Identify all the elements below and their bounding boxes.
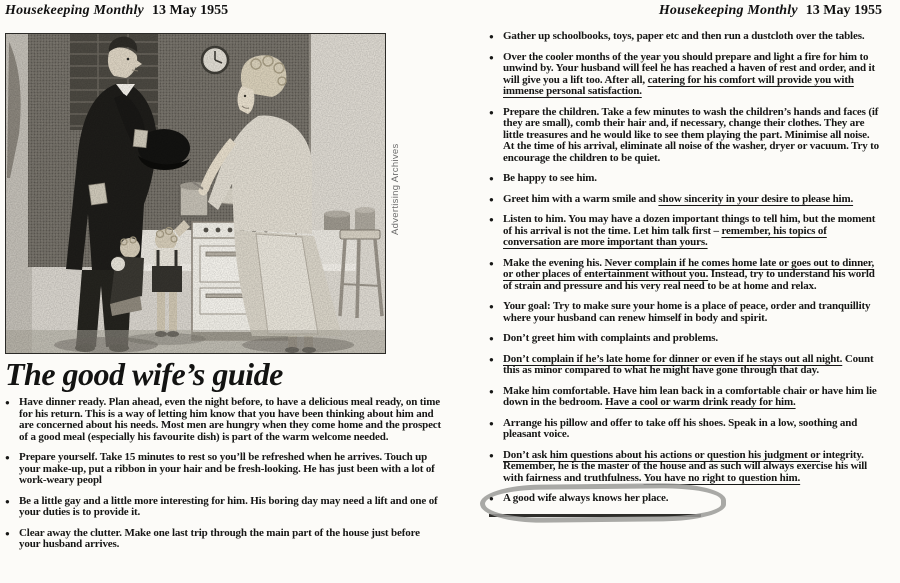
right-guide-item	[489, 258, 881, 293]
right-guide-list	[489, 31, 881, 505]
right-guide-item	[489, 450, 881, 485]
left-guide-item	[5, 528, 442, 551]
article-title: The good wife’s guide	[5, 356, 283, 392]
bullet-marker: ●	[489, 418, 494, 428]
kitchen-illustration	[5, 33, 386, 354]
body-text: Be happy to see him.	[503, 172, 597, 184]
issue-date: 13 May 1955	[805, 3, 882, 18]
bullet-marker: ●	[489, 386, 494, 396]
body-text: integrity. Remember, he is the master of the house and as such will always exercise his will with fairness and truthfulness.	[503, 448, 868, 484]
bullet-marker: ●	[489, 354, 494, 364]
bullet-marker: ●	[489, 494, 494, 503]
underlined-text: Have a cool or warm drink ready for him.	[605, 396, 796, 408]
bullet-marker: ●	[5, 528, 10, 538]
bottom-rule	[489, 514, 701, 517]
bullet-marker: ●	[5, 453, 10, 462]
right-guide-item	[489, 333, 881, 345]
left-guide-list	[5, 397, 442, 560]
body-text: Instead, try to understand his world of strain and pressure and his very real need to be at home and relax.	[503, 268, 875, 292]
masthead-left	[5, 3, 228, 19]
body-text: Be a little gay and a little more interesting for him. His boring day may need a lift and one of your duties is to provide it.	[19, 494, 438, 518]
body-text: A good wife always knows her place.	[503, 492, 669, 504]
right-guide-item	[489, 418, 881, 441]
right-guide-item	[489, 107, 881, 165]
bullet-marker: ●	[489, 52, 494, 62]
bullet-marker: ●	[489, 450, 494, 460]
image-credit: Advertising Archives	[390, 143, 401, 235]
body-text: Clear away the clutter. Make one last trip through the main part of the house just before your husband arrives.	[19, 526, 420, 550]
body-text: Prepare the children. Take a few minutes to wash the children’s hands and faces (if they are small), comb their hair and, if necessary, change their clothes. They are little treasures and he would like to see them playing the part. Minimise all noise. At the time of his arrival, eliminate all noise of the washer, dryer or vacuum. Try to encourage the children to be quiet.	[503, 105, 880, 164]
underlined-text: Never complain if he comes home late or goes out to dinner, or other places of entertainment without you.	[503, 256, 875, 280]
kitchen-illustration-art	[6, 34, 385, 353]
right-guide-item	[489, 52, 881, 98]
right-guide-item	[489, 194, 881, 206]
right-guide-item	[489, 31, 881, 43]
underlined-text: You have no right to question him.	[643, 471, 801, 484]
publication-name: Housekeeping Monthly	[5, 3, 144, 18]
body-text: Gather up schoolbooks, toys, paper etc and then run a dustcloth over the tables.	[503, 30, 865, 42]
body-text: Greet him with a warm smile and	[503, 192, 659, 205]
body-text: Make him comfortable. Have him lean back in a comfortable chair or have him lie down in the bedroom.	[503, 384, 877, 408]
body-text: Prepare yourself. Take 15 minutes to rest so you’ll be refreshed when he arrives. Touch up your make-up, put a ribbon in your hair and be fresh-looking. He has just been with a lot of work-weary peopl	[19, 451, 435, 486]
right-guide-item	[489, 493, 881, 505]
body-text: Listen to him. You may have a dozen important things to tell him, but the moment of his arrival is not the time. Let him talk first –	[503, 213, 876, 237]
underlined-text: remember, his topics of conversation are more important than yours.	[503, 224, 827, 248]
issue-date: 13 May 1955	[151, 3, 229, 18]
underlined-text: Don’t ask him questions about his actions or question his judgment or	[503, 448, 821, 461]
left-guide-item	[5, 452, 442, 487]
right-guide-item	[489, 173, 881, 185]
bullet-marker: ●	[489, 258, 494, 268]
body-text: Don’t greet him with complaints and problems.	[503, 332, 718, 344]
body-text: Your goal: Try to make sure your home is a place of peace, order and tranquillity where your husband can renew himself in body and spirit.	[503, 300, 871, 324]
right-guide-item	[489, 354, 881, 377]
underlined-text: Don’t complain if he’s late home for dinner or even if he stays out all night.	[503, 352, 843, 365]
body-text: Count this as minor compared to what he might have gone through that day.	[503, 352, 874, 376]
right-column	[489, 31, 881, 517]
body-text: Make the evening his.	[503, 256, 605, 269]
publication-name: Housekeeping Monthly	[658, 3, 798, 18]
masthead-right	[659, 3, 882, 19]
right-guide-item	[489, 386, 881, 409]
left-guide-item	[5, 397, 442, 443]
bullet-marker: ●	[5, 398, 10, 407]
right-guide-item	[489, 214, 881, 249]
left-guide-item	[5, 496, 442, 519]
body-text: Arrange his pillow and offer to take off his shoes. Speak in a low, soothing and pleasant voice.	[503, 416, 858, 440]
bullet-marker: ●	[489, 107, 494, 117]
bullet-marker: ●	[489, 302, 494, 311]
bullet-marker: ●	[489, 334, 494, 343]
bullet-marker: ●	[489, 194, 494, 204]
body-text: Over the cooler months of the year you should prepare and light a fire for him to unwind by. Your husband will feel he has reached a haven of rest and order, and it will give you a lift too. After all,	[503, 50, 875, 86]
bullet-marker: ●	[5, 496, 10, 506]
bullet-marker: ●	[489, 215, 494, 224]
bullet-marker: ●	[489, 174, 494, 183]
bullet-marker: ●	[489, 32, 494, 41]
underlined-text: show sincerity in your desire to please him.	[658, 192, 854, 205]
underlined-text: catering for his comfort will provide you with immense personal satisfaction.	[503, 73, 854, 97]
right-guide-item	[489, 301, 881, 324]
body-text: Have dinner ready. Plan ahead, even the night before, to have a delicious meal ready, on time for his return. This is a way of letting him know that you have been thinking about him and are concerned about his needs. Most men are hungry when they come home and the prospect of a good meal (especially his favourite dish) is part of the warm welcome needed.	[19, 396, 442, 443]
